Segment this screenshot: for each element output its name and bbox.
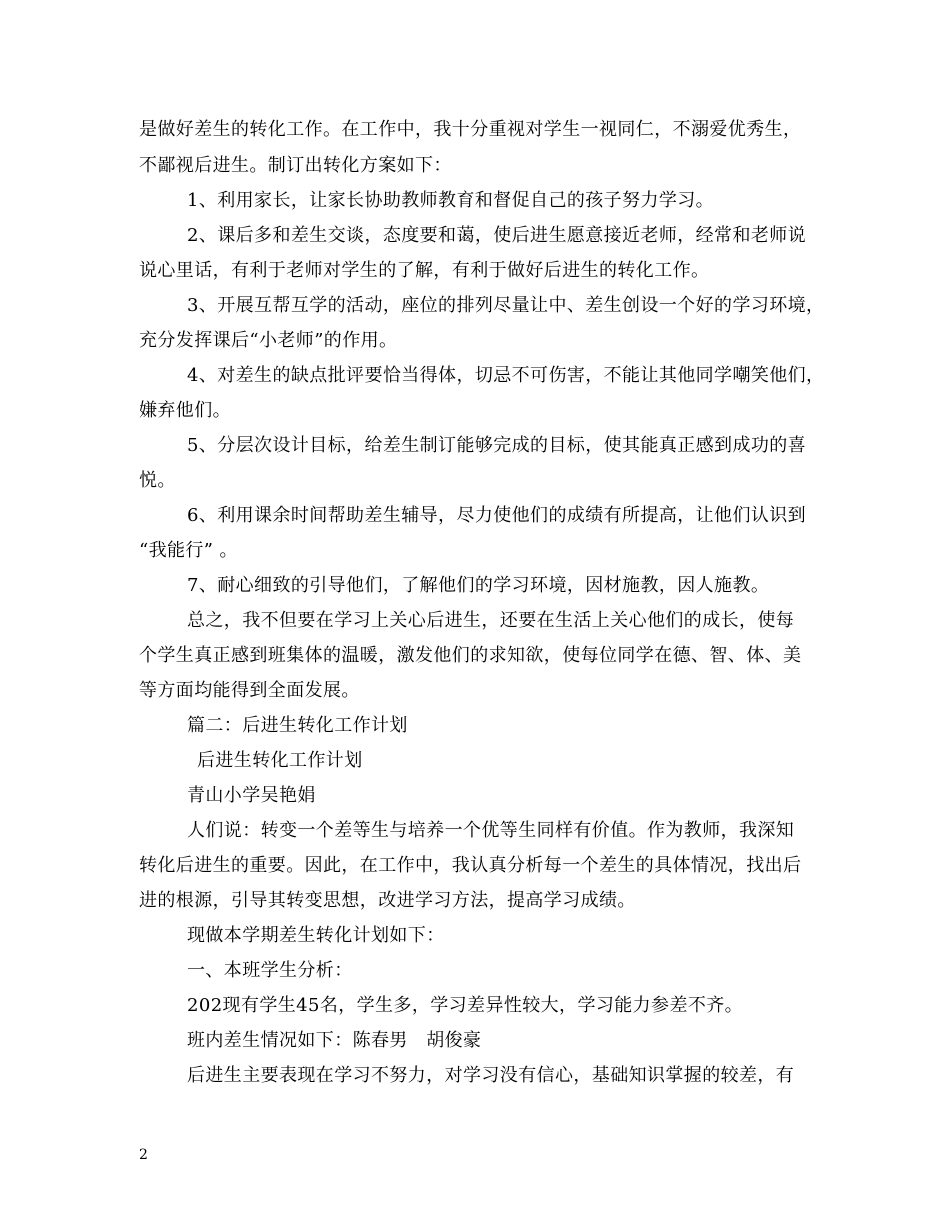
text-line: 班内差生情况如下：陈春男 胡俊豪 <box>187 1030 482 1051</box>
text-line: 等方面均能得到全面发展。 <box>139 680 360 701</box>
text-line: 7、耐心细致的引导他们，了解他们的学习环境，因材施教，因人施教。 <box>187 575 770 596</box>
text-line: 1、利用家长，让家长协助教师教育和督促自己的孩子努力学习。 <box>187 190 715 211</box>
section-title: 后进生转化工作计划 <box>197 750 363 771</box>
text-line: 说心里话，有利于老师对学生的了解，有利于做好后进生的转化工作。 <box>139 260 710 281</box>
text-line: 后进生主要表现在学习不努力，对学习没有信心，基础知识掌握的较差，有 <box>187 1065 795 1086</box>
text-line: 6、利用课余时间帮助差生辅导，尽力使他们的成绩有所提高，让他们认识到 <box>187 505 807 526</box>
text-line: “我能行” 。 <box>139 540 238 561</box>
text-line: 不鄙视后进生。制订出转化方案如下： <box>139 155 452 176</box>
author-line: 青山小学吴艳娟 <box>187 785 316 806</box>
text-line: 202现有学生45名，学生多，学习差异性较大，学习能力参差不齐。 <box>187 995 744 1016</box>
text-line: 是做好差生的转化工作。在工作中，我十分重视对学生一视同仁，不溺爱优秀生， <box>139 119 802 140</box>
text-line: 悦。 <box>139 470 176 491</box>
text-line: 现做本学期差生转化计划如下： <box>187 925 445 946</box>
text-line: 人们说：转变一个差等生与培养一个优等生同样有价值。作为教师，我深知 <box>187 820 795 841</box>
text-line: 总之，我不但要在学习上关心后进生，还要在生活上关心他们的成长，使每 <box>187 610 795 631</box>
text-line: 转化后进生的重要。因此，在工作中，我认真分析每一个差生的具体情况，找出后 <box>139 855 802 876</box>
section-heading: 篇二：后进生转化工作计划 <box>187 715 408 736</box>
page-number: 2 <box>139 1147 148 1163</box>
text-line: 充分发挥课后“小老师”的作用。 <box>139 330 398 351</box>
text-line: 一、本班学生分析： <box>187 960 353 981</box>
text-line: 3、开展互帮互学的活动，座位的排列尽量让中、差生创设一个好的学习环境， <box>187 295 825 316</box>
text-line: 4、对差生的缺点批评要恰当得体，切忌不可伤害，不能让其他同学嘲笑他们， <box>187 365 825 386</box>
text-line: 5、分层次设计目标，给差生制订能够完成的目标，使其能真正感到成功的喜 <box>187 435 807 456</box>
text-line: 2、课后多和差生交谈，态度要和蔼，使后进生愿意接近老师，经常和老师说 <box>187 225 807 246</box>
text-line: 嫌弃他们。 <box>139 400 231 421</box>
text-line: 个学生真正感到班集体的温暖，激发他们的求知欲，使每位同学在德、智、体、美 <box>139 645 802 666</box>
text-line: 进的根源，引导其转变思想，改进学习方法，提高学习成绩。 <box>139 890 636 911</box>
